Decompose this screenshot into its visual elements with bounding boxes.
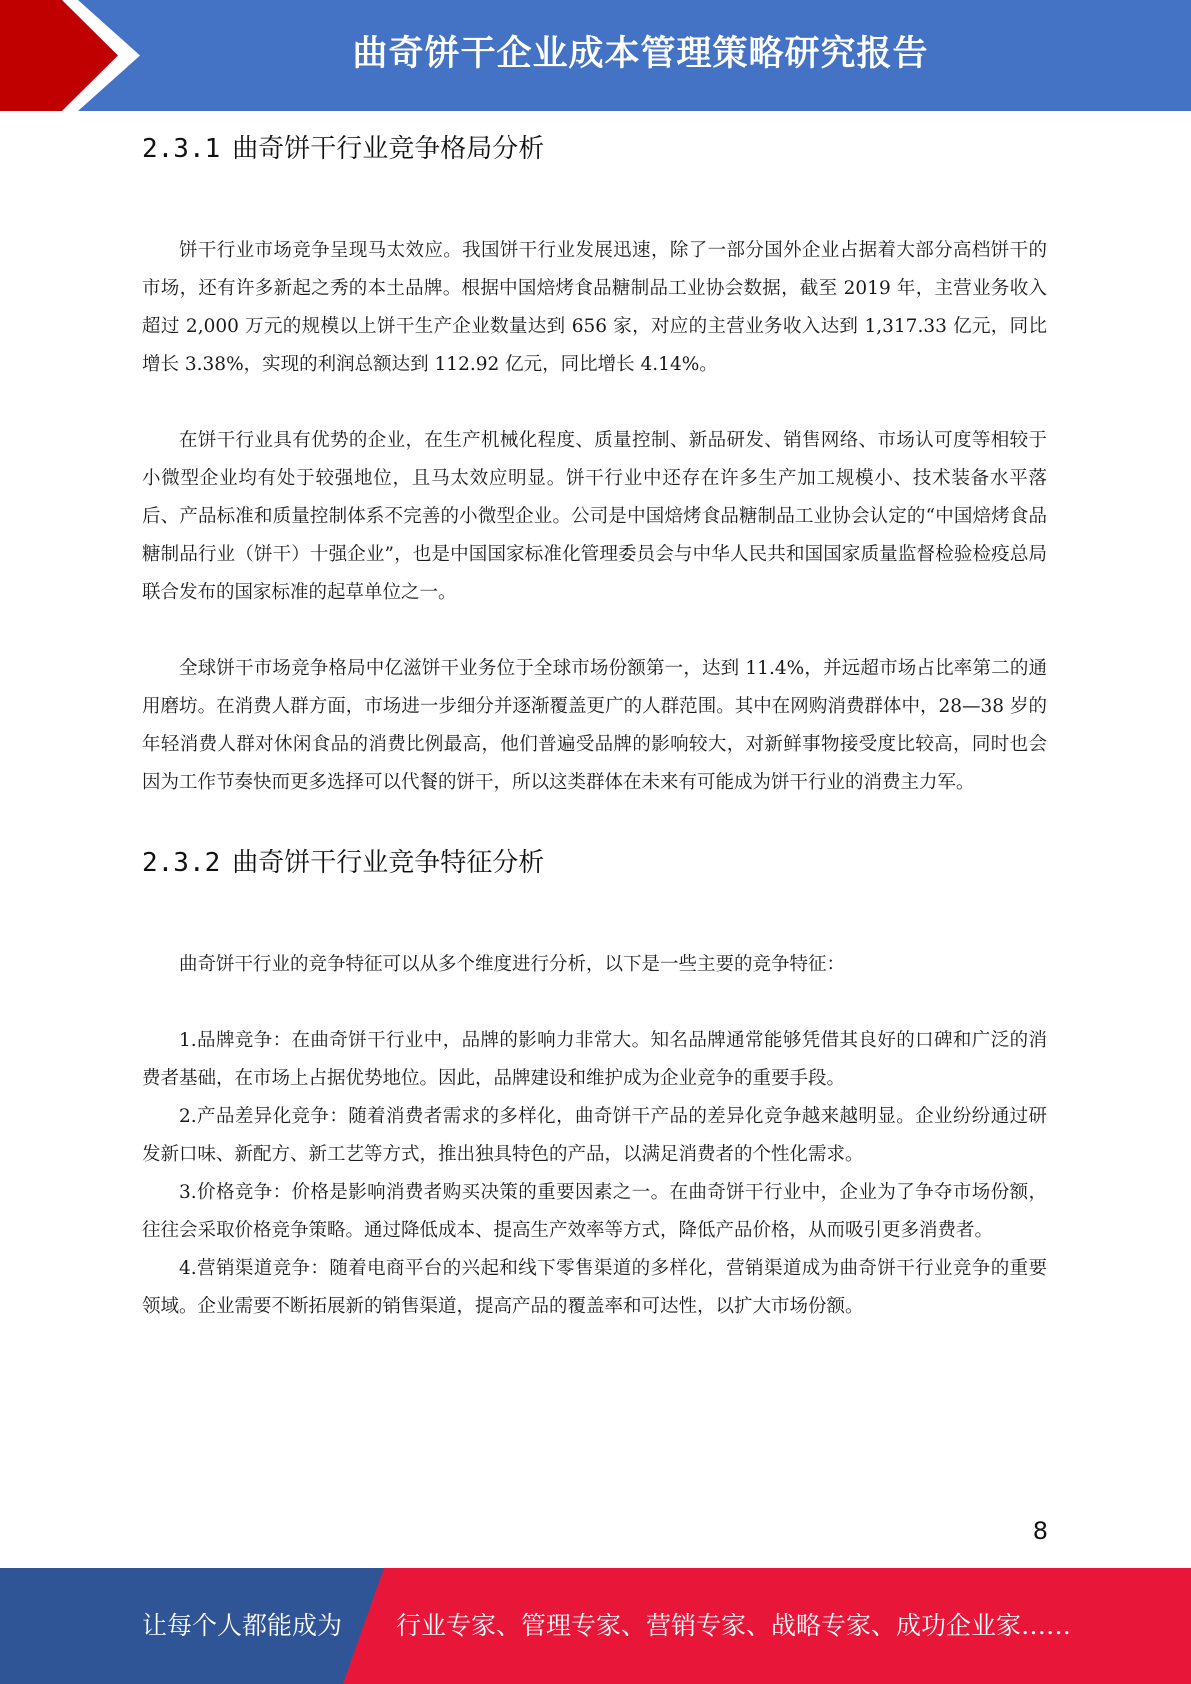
paragraph: 在饼干行业具有优势的企业，在生产机械化程度、质量控制、新品研发、销售网络、市场认可度等相较于小微型企业均有处于较强地位，且马太效应明显。饼干行业中还存在许多生产加工规模小、技术装备水平落后、产品标准和质量控制体系不完善的小微型企业。公司是中国焙烤食品糖制品工业协会认定的“中国焙烤食品糖制品行业（饼干）十强企业”，也是中国国家标准化管理委员会与中华人民共和国国家质量监督检验检疫总局联合发布的国家标准的起草单位之一。 — [142, 430, 1047, 603]
footer-banner — [0, 1568, 1191, 1684]
page-content — [142, 126, 1047, 1326]
footer-slogan-right: 行业专家、管理专家、营销专家、战略专家、成功企业家…… — [396, 1611, 1072, 1640]
paragraph: 饼干行业市场竞争呈现马太效应。我国饼干行业发展迅速，除了一部分国外企业占据着大部分高档饼干的市场，还有许多新起之秀的本土品牌。根据中国焙烤食品糖制品工业协会数据，截至 2019 年，主营业务收入超过 2,000 万元的规模以上饼干生产企业数量达到 656 家，对应的主营业务收入达到 1,317.33 亿元，同比增长 3.38%，实现的利润总额达到 112.92 亿元，同比增长 4.14%。 — [142, 240, 1047, 375]
list-item: 1.品牌竞争：在曲奇饼干行业中，品牌的影响力非常大。知名品牌通常能够凭借其良好的口碑和广泛的消费者基础，在市场上占据优势地位。因此，品牌建设和维护成为企业竞争的重要手段。 — [142, 1030, 1047, 1089]
header-arrow-decoration — [0, 0, 150, 111]
section-title: 曲奇饼干行业竞争特征分析 — [232, 848, 545, 878]
section-heading-232 — [142, 840, 1047, 886]
list-item: 4.营销渠道竞争：随着电商平台的兴起和线下零售渠道的多样化，营销渠道成为曲奇饼干行业竞争的重要领域。企业需要不断拓展新的销售渠道，提高产品的覆盖率和可达性，以扩大市场份额。 — [142, 1258, 1047, 1317]
section-number: 2.3.1 — [142, 134, 221, 164]
intro-paragraph: 曲奇饼干行业的竞争特征可以从多个维度进行分析，以下是一些主要的竞争特征： — [179, 954, 846, 975]
list-item: 3.价格竞争：价格是影响消费者购买决策的重要因素之一。在曲奇饼干行业中，企业为了争夺市场份额，往往会采取价格竞争策略。通过降低成本、提高生产效率等方式，降低产品价格，从而吸引更多消费者。 — [142, 1182, 1047, 1241]
header-banner — [0, 0, 1191, 111]
paragraph: 全球饼干市场竞争格局中亿滋饼干业务位于全球市场份额第一，达到 11.4%，并远超市场占比率第二的通用磨坊。在消费人群方面，市场进一步细分并逐渐覆盖更广的人群范围。其中在网购消费群体中，28—38 岁的年轻消费人群对休闲食品的消费比例最高，他们普遍受品牌的影响较大，对新鲜事物接受度比较高，同时也会因为工作节奏快而更多选择可以代餐的饼干，所以这类群体在未来有可能成为饼干行业的消费主力军。 — [142, 658, 1047, 793]
list-item: 2.产品差异化竞争：随着消费者需求的多样化，曲奇饼干产品的差异化竞争越来越明显。企业纷纷通过研发新口味、新配方、新工艺等方式，推出独具特色的产品，以满足消费者的个性化需求。 — [142, 1106, 1047, 1165]
page-number: 8 — [1032, 1517, 1048, 1545]
report-title: 曲奇饼干企业成本管理策略研究报告 — [352, 34, 929, 74]
section-number: 2.3.2 — [142, 848, 221, 878]
section-heading-231 — [142, 126, 1047, 172]
section-title: 曲奇饼干行业竞争格局分析 — [232, 134, 545, 164]
footer-slogan-left: 让每个人都能成为 — [142, 1611, 343, 1640]
